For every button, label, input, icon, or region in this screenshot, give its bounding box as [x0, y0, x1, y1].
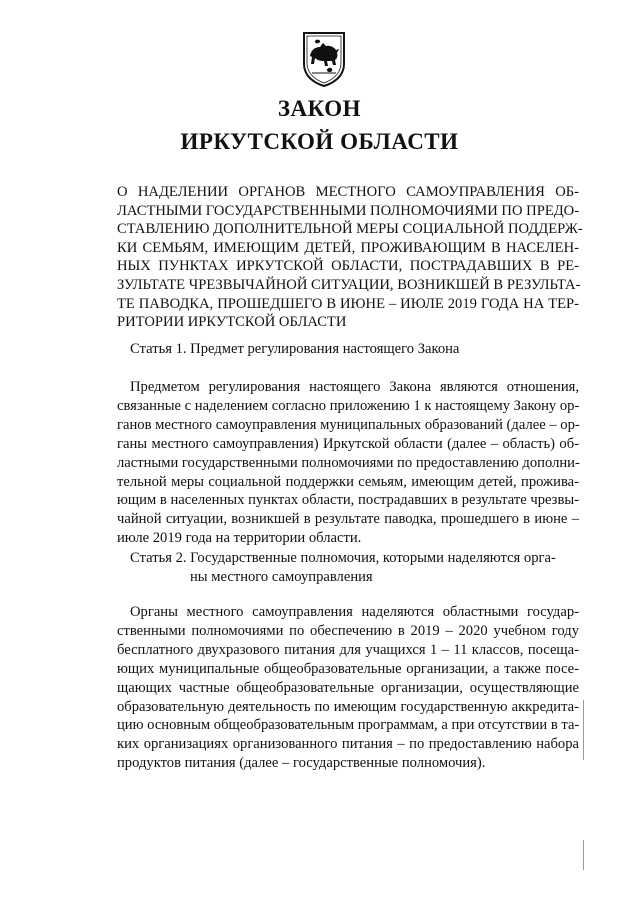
- paragraph-line: ганов местного самоуправления муниципальных образований (далее – ор-: [117, 416, 580, 433]
- paragraph-line: связанные с наделением согласно приложению 1 к настоящему Закону ор-: [117, 397, 580, 414]
- paragraph-line: Предметом регулирования настоящего Закона являются отношения,: [130, 379, 579, 395]
- subject-line: ТЕ ПАВОДКА, ПРОШЕДШЕГО В ИЮНЕ – ИЮЛЕ 2019 ГОДА НА ТЕР-: [117, 295, 579, 312]
- law-title: [0, 92, 639, 158]
- paragraph-line: ющих муниципальные общеобразовательные организации, а также посе-: [117, 660, 579, 677]
- paragraph-line: ластными государственными полномочиями по предоставлению дополни-: [117, 454, 580, 471]
- subject-line: КИ СЕМЬЯМ, ИМЕЮЩИМ ДЕТЕЙ, ПРОЖИВАЮЩИМ В НАСЕЛЕН-: [117, 239, 579, 256]
- paragraph-line: ственными полномочиями по обеспечению в 2019 – 2020 учебном году: [117, 622, 579, 639]
- scan-edge-mark: [583, 700, 584, 760]
- law-subject: [117, 183, 583, 332]
- law-title-line1: ЗАКОН: [277, 96, 362, 121]
- paragraph-line: тельной меры социальной поддержки семьям, имеющим детей, прожива-: [117, 473, 579, 490]
- article-2-paragraph: [117, 603, 579, 773]
- paragraph-line: Органы местного самоуправления наделяются областными государ-: [130, 604, 579, 620]
- subject-line: ЗУЛЬТАТЕ ЧРЕЗВЫЧАЙНОЙ СИТУАЦИИ, ВОЗНИКШЕЙ В РЕЗУЛЬТА-: [117, 276, 581, 293]
- paragraph-line: образовательную деятельность по имеющим государственную аккредита-: [117, 698, 579, 715]
- article-2-heading-line1: Статья 2. Государственные полномочия, которыми наделяются орга-: [130, 550, 556, 566]
- article-1-heading: Статья 1. Предмет регулирования настоящего Закона: [130, 341, 460, 357]
- paragraph-line: бесплатного двухразового питания для учащихся 1 – 11 классов, посеща-: [117, 641, 579, 658]
- paragraph-line: ких организациях организованного питания – по предоставлению набора: [117, 736, 579, 753]
- paragraph-line: продуктов питания (далее – государственные полномочия).: [117, 755, 486, 772]
- scan-edge-mark: [583, 840, 584, 870]
- paragraph-line: щающих частные общеобразовательные организации, осуществляющие: [117, 679, 579, 696]
- paragraph-line: чайной ситуации, возникшей в результате паводка, прошедшего в июне –: [117, 511, 579, 528]
- article-1-paragraph: [117, 378, 579, 548]
- law-title-line2: ИРКУТСКОЙ ОБЛАСТИ: [180, 129, 459, 154]
- subject-line: НЫХ ПУНКТАХ ИРКУТСКОЙ ОБЛАСТИ, ПОСТРАДАВШИХ В РЕ-: [117, 258, 579, 275]
- article-2-heading-line2: ны местного самоуправления: [190, 568, 373, 585]
- subject-line: СТАВЛЕНИЮ ДОПОЛНИТЕЛЬНОЙ МЕРЫ СОЦИАЛЬНОЙ ПОДДЕРЖ-: [117, 221, 583, 238]
- paragraph-line: ганы местного самоуправления) Иркутской области (далее – область) об-: [117, 435, 579, 452]
- subject-line: О НАДЕЛЕНИИ ОРГАНОВ МЕСТНОГО САМОУПРАВЛЕНИЯ ОБ-: [117, 184, 579, 200]
- subject-line: ЛАСТНЫМИ ГОСУДАРСТВЕННЫМИ ПОЛНОМОЧИЯМИ ПО ПРЕДО-: [117, 202, 580, 219]
- subject-line: РИТОРИИ ИРКУТСКОЙ ОБЛАСТИ: [117, 314, 347, 331]
- irkutsk-coat-of-arms-icon: [300, 30, 348, 88]
- article-2-heading: [130, 549, 556, 587]
- paragraph-line: ющим в населенных пунктах области, пострадавших в результате чрезвы-: [117, 492, 579, 509]
- paragraph-line: июле 2019 года на территории области.: [117, 530, 362, 547]
- paragraph-line: цию основным общеобразовательным программам, а при отсутствии в та-: [117, 717, 580, 734]
